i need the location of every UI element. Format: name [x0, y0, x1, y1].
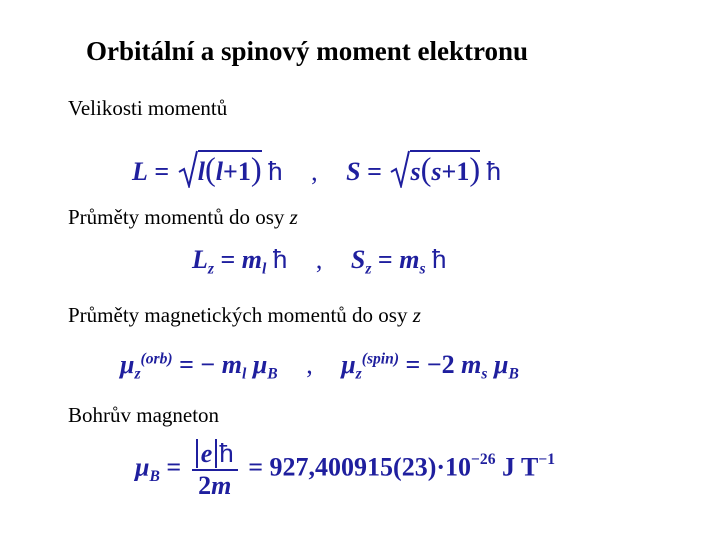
section-label-sizes: Velikosti momentů — [68, 96, 228, 120]
radical-sign-icon — [178, 150, 198, 188]
section-label-magnetic: Průměty magnetických momentů do osy — [68, 303, 408, 327]
formula-spin-projection: $S_z = m_s$ ħ — [350, 244, 447, 278]
section-label-projections: Průměty momentů do osy — [68, 205, 285, 229]
formula-orbital-projection: $L_z = m_l$ ħ — [192, 244, 288, 278]
formula-bohr-magneton: $\mu_B$ = $\frac{\text{e ħ}}{2m}$ = $927,400915(23)\cdot 10^{-26}$ J $T^{-1}$ — [135, 438, 556, 500]
radical-sign-icon — [390, 150, 410, 188]
formula-magnetic-projections: $\mu_z^{(orb)}$ = − $m_l$ $\mu_B$ , $\mu_z^{(spin)} = -2$ $m_s$ $\mu_B$ — [120, 350, 519, 383]
section-heading-projections — [68, 205, 298, 230]
axis-variable: z — [412, 303, 421, 327]
section-heading-sizes — [68, 96, 227, 121]
formula-orbital-magnetic: $\mu_z^{(orb)}$ = − $m_l$ $\mu_B$ — [120, 350, 278, 383]
sqrt-symbol: s(s+1) — [390, 154, 480, 187]
formula-moment-sizes: L = l(l+1) ħ , S = s(s+1) ħ — [132, 152, 502, 188]
formula-orbital-size: L = l(l+1) ħ — [132, 152, 283, 188]
formula-spin-size: S = s(s+1) ħ — [346, 152, 502, 188]
section-heading-magneton — [68, 403, 219, 428]
sqrt-symbol: l(l+1) — [178, 154, 262, 187]
axis-variable: z — [289, 205, 298, 229]
section-label-magneton: Bohrův magneton — [68, 403, 220, 427]
formula-moment-projections: $L_z = m_l$ ħ , $S_z = m_s$ ħ — [192, 244, 447, 278]
section-heading-magnetic — [68, 303, 421, 328]
formula-spin-magnetic: $\mu_z^{(spin)} = -2$ $m_s$ $\mu_B$ — [341, 350, 519, 383]
page-title: Orbitální a spinový moment elektronu — [86, 36, 529, 66]
fraction: $\frac{\text{e ħ}}{2m}$ — [192, 440, 238, 499]
